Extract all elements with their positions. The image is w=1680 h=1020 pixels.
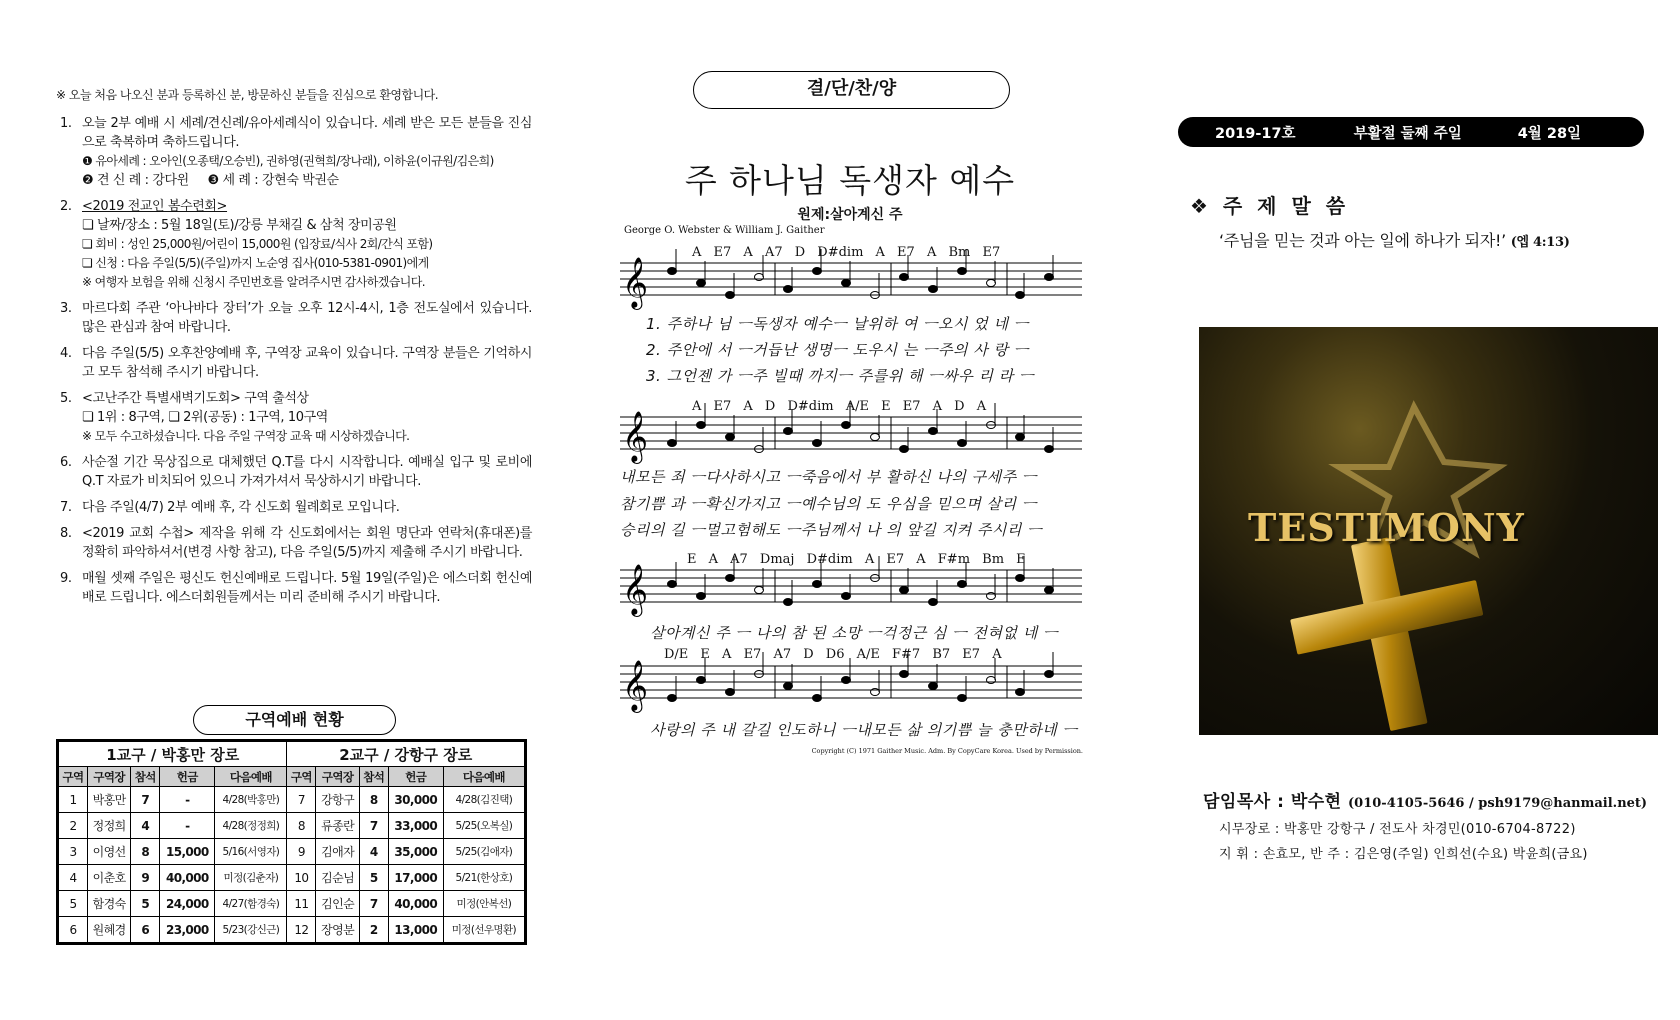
table-cell: 1 bbox=[59, 787, 88, 813]
theme-heading: ❖ 주 제 말 씀 bbox=[1190, 194, 1350, 218]
table-cell: 4/28(정정희) bbox=[215, 813, 287, 839]
table-cell: 강항구 bbox=[316, 787, 359, 813]
item-text: <2019 교회 수첩> 제작을 위해 각 신도회에서는 회원 명단과 연락처(휴대폰)를 정확히 파악하셔서(변경 사항 참고), 다음 주일(5/5)까지 제출해 주시기 바랍니다. bbox=[82, 526, 532, 560]
lyric-line-7: 살아계신 주 ㅡ 나의 참 된 소망 ㅡ걱정근 심 ㅡ 전혀없 네 ㅡ bbox=[650, 624, 1058, 642]
item-number: 7. bbox=[60, 500, 72, 515]
parish-2-header: 2교구 / 강항구 장로 bbox=[287, 742, 525, 767]
table-cell: 8 bbox=[359, 787, 388, 813]
note bbox=[958, 440, 967, 447]
table-cell: 30,000 bbox=[388, 787, 443, 813]
announcement-4 bbox=[56, 344, 532, 382]
announcement-3 bbox=[56, 299, 532, 337]
table-cell: 4 bbox=[131, 813, 160, 839]
district-table-body bbox=[59, 767, 525, 943]
item-line: ❏ 날짜/장소 : 5월 18일(토)/강릉 부채길 & 삼척 장미공원 bbox=[82, 218, 397, 233]
note bbox=[958, 695, 967, 702]
table-cell: 6 bbox=[59, 917, 88, 943]
treble-clef: 𝄞 bbox=[622, 564, 649, 615]
elders-line: 시무장로 : 박홍만 강항구 / 전도사 차경민(010-6704-8722) bbox=[1219, 822, 1576, 837]
chord-row-4: D/E E A E7 A7 D D6 A/E F#7 B7 E7 A bbox=[664, 647, 1002, 662]
item-number: 3. bbox=[60, 301, 72, 316]
announcement-2 bbox=[56, 197, 532, 292]
note bbox=[755, 587, 764, 594]
table-column-headers bbox=[59, 767, 525, 787]
district-worship-table bbox=[58, 741, 525, 943]
column-header: 다음예배 bbox=[215, 767, 287, 787]
column-header: 구역장 bbox=[316, 767, 359, 787]
note bbox=[784, 683, 793, 690]
announcement-7 bbox=[56, 498, 532, 517]
table-cell: 9 bbox=[287, 839, 316, 865]
note bbox=[784, 286, 793, 293]
table-cell: 2 bbox=[359, 917, 388, 943]
table-cell: 40,000 bbox=[160, 865, 215, 891]
note bbox=[1016, 575, 1025, 582]
note bbox=[1016, 689, 1025, 696]
note bbox=[900, 274, 909, 281]
item-number: 2. bbox=[60, 199, 72, 214]
item-number: 9. bbox=[60, 571, 72, 586]
note bbox=[726, 434, 735, 441]
table-cell: 8 bbox=[287, 813, 316, 839]
table-cell: 12 bbox=[287, 917, 316, 943]
note bbox=[1016, 292, 1025, 299]
table-cell: 이춘호 bbox=[87, 865, 130, 891]
note bbox=[726, 689, 735, 696]
table-cell: 8 bbox=[131, 839, 160, 865]
table-cell: 2 bbox=[59, 813, 88, 839]
treble-clef: 𝄞 bbox=[622, 257, 649, 308]
lyric-line-6: 승리의 길 ㅡ멀고험해도 ㅡ주님께서 나 의 앞길 지켜 주시리 ㅡ bbox=[620, 521, 1043, 539]
parish-1-header: 1교구 / 박홍만 장로 bbox=[59, 742, 287, 767]
item-line: ❏ 신청 : 다음 주일(5/5)(주일)까지 노순영 집사(010-5381-0901)에게 bbox=[82, 256, 429, 270]
table-cell: 김인순 bbox=[316, 891, 359, 917]
item-line: ※ 모두 수고하셨습니다. 다음 주일 구역장 교육 때 시상하겠습니다. bbox=[82, 429, 410, 443]
item-text: 오늘 2부 예배 시 세례/견신례/유아세례식이 있습니다. 세례 받은 모든 분들을 진심으로 축복하며 축하드립니다. bbox=[82, 116, 532, 150]
note bbox=[697, 593, 706, 600]
table-cell: 4 bbox=[59, 865, 88, 891]
table-row bbox=[59, 813, 525, 839]
item-text: <고난주간 특별새벽기도회> 구역 출석상 bbox=[82, 391, 309, 406]
table-cell: 6 bbox=[131, 917, 160, 943]
theme-verse-reference: (엡 4:13) bbox=[1510, 235, 1570, 250]
note bbox=[842, 422, 851, 429]
table-cell: 4/28(김진택) bbox=[443, 787, 524, 813]
note bbox=[1045, 446, 1054, 453]
table-cell: 4/27(함경숙) bbox=[215, 891, 287, 917]
note bbox=[987, 280, 996, 287]
bulletin-date: 4월 28일 bbox=[1517, 125, 1582, 142]
table-cell: - bbox=[160, 813, 215, 839]
note bbox=[813, 440, 822, 447]
treble-clef: 𝄞 bbox=[622, 660, 649, 711]
column-header: 구역 bbox=[59, 767, 88, 787]
column-header: 구역 bbox=[287, 767, 316, 787]
table-cell: 5/25(김애자) bbox=[443, 839, 524, 865]
table-cell: 장영분 bbox=[316, 917, 359, 943]
item-number: 4. bbox=[60, 346, 72, 361]
table-cell: 5/25(오복실) bbox=[443, 813, 524, 839]
lyric-line-2: 2. 주안에 서 ㅡ거듭난 생명ㅡ 도우시 는 ㅡ주의 사 랑 ㅡ bbox=[646, 341, 1029, 359]
table-cell: 4/28(박홍만) bbox=[215, 787, 287, 813]
note bbox=[900, 446, 909, 453]
pastor-name: 담임목사 : 박수현 bbox=[1203, 792, 1342, 812]
note bbox=[1045, 274, 1054, 281]
song-authors: George O. Webster & William J. Gaither bbox=[624, 225, 825, 236]
column-header: 참석 bbox=[359, 767, 388, 787]
music-staff-line: 지 휘 : 손효모, 반 주 : 김은영(주일) 인희선(수요) 박윤희(금요) bbox=[1219, 847, 1588, 862]
note bbox=[668, 440, 677, 447]
table-cell: 5/23(강신근) bbox=[215, 917, 287, 943]
table-cell: 이영선 bbox=[87, 839, 130, 865]
table-cell: 5 bbox=[131, 891, 160, 917]
announcement-6 bbox=[56, 453, 532, 491]
lyric-line-4: 내모든 죄 ㅡ다사하시고 ㅡ죽음에서 부 활하신 나의 구세주 ㅡ bbox=[620, 468, 1037, 486]
note bbox=[813, 268, 822, 275]
note bbox=[842, 280, 851, 287]
table-cell: 7 bbox=[131, 787, 160, 813]
note bbox=[1045, 587, 1054, 594]
table-cell: 류종란 bbox=[316, 813, 359, 839]
item-line: ❏ 회비 : 성인 25,000원/어린이 15,000원 (입장료/식사 2회/간식 포함) bbox=[82, 237, 433, 251]
table-row bbox=[59, 787, 525, 813]
lyric-line-3: 3. 그언젠 가 ㅡ주 빌때 까지ㅡ 주를위 해 ㅡ싸우 리 라 ㅡ bbox=[646, 367, 1035, 385]
chord-row-1: A E7 A A7 D D#dim A E7 A Bm E7 bbox=[692, 245, 1001, 260]
item-line bbox=[82, 171, 532, 190]
table-cell: 24,000 bbox=[160, 891, 215, 917]
table-cell: 17,000 bbox=[388, 865, 443, 891]
note bbox=[900, 671, 909, 678]
announcement-8 bbox=[56, 524, 532, 562]
item-line: ❶ 유아세례 : 오아인(오종택/오승빈), 권하영(권혁희/장나래), 이하윤(이규원/김은희) bbox=[82, 154, 494, 168]
chord-row-3: E A A7 Dmaj D#dim A E7 A F#m Bm E bbox=[687, 552, 1026, 567]
table-cell: 김순님 bbox=[316, 865, 359, 891]
note bbox=[842, 677, 851, 684]
table-cell: 13,000 bbox=[388, 917, 443, 943]
table-cell: 원혜경 bbox=[87, 917, 130, 943]
table-cell: 미정(김춘자) bbox=[215, 865, 287, 891]
senior-pastor bbox=[1203, 787, 1647, 812]
table-cell: 5/16(서영자) bbox=[215, 839, 287, 865]
table-cell: 미정(선우명환) bbox=[443, 917, 524, 943]
column-header: 참석 bbox=[131, 767, 160, 787]
lyric-line-8: 사랑의 주 내 갈길 인도하니 ㅡ내모든 삶 의기쁨 늘 충만하네 ㅡ bbox=[650, 721, 1078, 739]
column-header: 구역장 bbox=[87, 767, 130, 787]
table-cell: 함경숙 bbox=[87, 891, 130, 917]
item-line: ❏ 1위 : 8구역, ❏ 2위(공동) : 1구역, 10구역 bbox=[82, 410, 328, 425]
table-cell: 5 bbox=[59, 891, 88, 917]
note bbox=[697, 677, 706, 684]
note bbox=[668, 268, 677, 275]
table-cell: 11 bbox=[287, 891, 316, 917]
note bbox=[871, 434, 880, 441]
announcement-5 bbox=[56, 389, 532, 446]
note bbox=[1016, 434, 1025, 441]
item-text: 마르다회 주관 ‘아나바다 장터’가 오늘 오후 12시-4시, 1층 전도실에서 있습니다. 많은 관심과 참여 바랍니다. bbox=[82, 301, 532, 335]
note bbox=[726, 575, 735, 582]
note bbox=[929, 683, 938, 690]
column-header: 헌금 bbox=[388, 767, 443, 787]
table-cell: 9 bbox=[131, 865, 160, 891]
table-cell: 미정(안복선) bbox=[443, 891, 524, 917]
item-line: ❷ 견 신 례 : 강다윈 bbox=[82, 173, 189, 188]
theme-verse bbox=[1219, 228, 1570, 251]
item-number: 5. bbox=[60, 391, 72, 406]
table-cell: 5 bbox=[359, 865, 388, 891]
note bbox=[929, 286, 938, 293]
choir-title: 결/단/찬/양 bbox=[693, 71, 1010, 109]
lyric-line-5: 참기쁨 과 ㅡ확신가지고 ㅡ예수님의 도 우심을 믿으며 살리 ㅡ bbox=[620, 495, 1037, 513]
item-text: 매월 셋째 주일은 평신도 헌신예배로 드립니다. 5월 19일(주일)은 에스더회 헌신예배로 드립니다. 에스더회원들께서는 미리 준비해 주시기 바랍니다. bbox=[82, 571, 532, 605]
treble-clef: 𝄞 bbox=[622, 411, 649, 462]
table-row bbox=[59, 917, 525, 943]
district-worship-title: 구역예배 현황 bbox=[193, 705, 396, 735]
note bbox=[784, 599, 793, 606]
bulletin-header-bar bbox=[1178, 117, 1644, 147]
table-cell: 7 bbox=[359, 891, 388, 917]
welcome-note: ※ 오늘 처음 나오신 분과 등록하신 분, 방문하신 분들을 진심으로 환영합니다. bbox=[56, 88, 439, 102]
column-header: 다음예배 bbox=[443, 767, 524, 787]
item-text: <2019 전교인 봄수련회> bbox=[82, 199, 228, 214]
note bbox=[958, 581, 967, 588]
song-title: 주 하나님 독생자 예수 bbox=[684, 161, 1016, 200]
item-text: 다음 주일(5/5) 오후찬양예배 후, 구역장 교육이 있습니다. 구역장 분들은 기억하시고 모두 참석해 주시기 바랍니다. bbox=[82, 346, 532, 380]
pastor-contact: (010-4105-5646 / psh9179@hanmail.net) bbox=[1348, 796, 1648, 811]
song-copyright: Copyright (C) 1971 Gaither Music. Adm. By CopyCare Korea. Used by Permission. bbox=[811, 747, 1083, 755]
note bbox=[813, 695, 822, 702]
announcement-1 bbox=[56, 114, 532, 190]
testimony-cross-image bbox=[1199, 327, 1658, 735]
table-cell: 15,000 bbox=[160, 839, 215, 865]
testimony-word: TESTIMONY bbox=[1248, 505, 1525, 550]
table-row bbox=[59, 839, 525, 865]
item-number: 6. bbox=[60, 455, 72, 470]
item-number: 1. bbox=[60, 116, 72, 131]
announcements bbox=[56, 86, 532, 614]
table-cell: 7 bbox=[359, 813, 388, 839]
table-cell: 김애자 bbox=[316, 839, 359, 865]
table-cell: 박홍만 bbox=[87, 787, 130, 813]
table-cell: 정정희 bbox=[87, 813, 130, 839]
note bbox=[813, 581, 822, 588]
sheet-music bbox=[612, 155, 1088, 760]
chord-row-2: A E7 A D D#dim A/E E E7 A D A bbox=[692, 399, 987, 414]
table-cell: 3 bbox=[59, 839, 88, 865]
table-cell: 4 bbox=[359, 839, 388, 865]
table-row bbox=[59, 865, 525, 891]
note bbox=[697, 280, 706, 287]
table-cell: 35,000 bbox=[388, 839, 443, 865]
item-text: 사순절 기간 묵상집으로 대체했던 Q.T를 다시 시작합니다. 예배실 입구 및 로비에 Q.T 자료가 비치되어 있으니 가져가셔서 묵상하시기 바랍니다. bbox=[82, 455, 532, 489]
note bbox=[784, 428, 793, 435]
table-cell: 10 bbox=[287, 865, 316, 891]
theme-verse-text: ‘주님을 믿는 것과 아는 일에 하나가 되자!’ bbox=[1219, 231, 1506, 250]
table-cell: 5/21(한상호) bbox=[443, 865, 524, 891]
column-header: 헌금 bbox=[160, 767, 215, 787]
note bbox=[900, 587, 909, 594]
table-cell: 33,000 bbox=[388, 813, 443, 839]
issue-number: 2019-17호 bbox=[1215, 125, 1296, 142]
item-number: 8. bbox=[60, 526, 72, 541]
table-cell: - bbox=[160, 787, 215, 813]
note bbox=[668, 581, 677, 588]
note bbox=[958, 268, 967, 275]
note bbox=[697, 422, 706, 429]
lyric-line-1: 1. 주하나 님 ㅡ독생자 예수ㅡ 날위하 여 ㅡ오시 었 네 ㅡ bbox=[646, 315, 1029, 333]
table-cell: 23,000 bbox=[160, 917, 215, 943]
note bbox=[668, 695, 677, 702]
item-text: 다음 주일(4/7) 2부 예배 후, 각 신도회 월례회로 모입니다. bbox=[82, 500, 400, 515]
note bbox=[842, 593, 851, 600]
note bbox=[929, 599, 938, 606]
liturgical-season: 부활절 둘째 주일 bbox=[1353, 125, 1462, 142]
note bbox=[726, 292, 735, 299]
table-row bbox=[59, 891, 525, 917]
song-original-title: 원제:살아계신 주 bbox=[797, 207, 903, 223]
announcement-9 bbox=[56, 569, 532, 607]
note bbox=[1045, 671, 1054, 678]
item-line: ❸ 세 례 : 강현숙 박권순 bbox=[207, 173, 339, 188]
table-cell: 40,000 bbox=[388, 891, 443, 917]
item-line: ※ 여행자 보험을 위해 신청시 주민번호를 알려주시면 감사하겠습니다. bbox=[82, 275, 425, 289]
table-cell: 7 bbox=[287, 787, 316, 813]
note bbox=[929, 428, 938, 435]
